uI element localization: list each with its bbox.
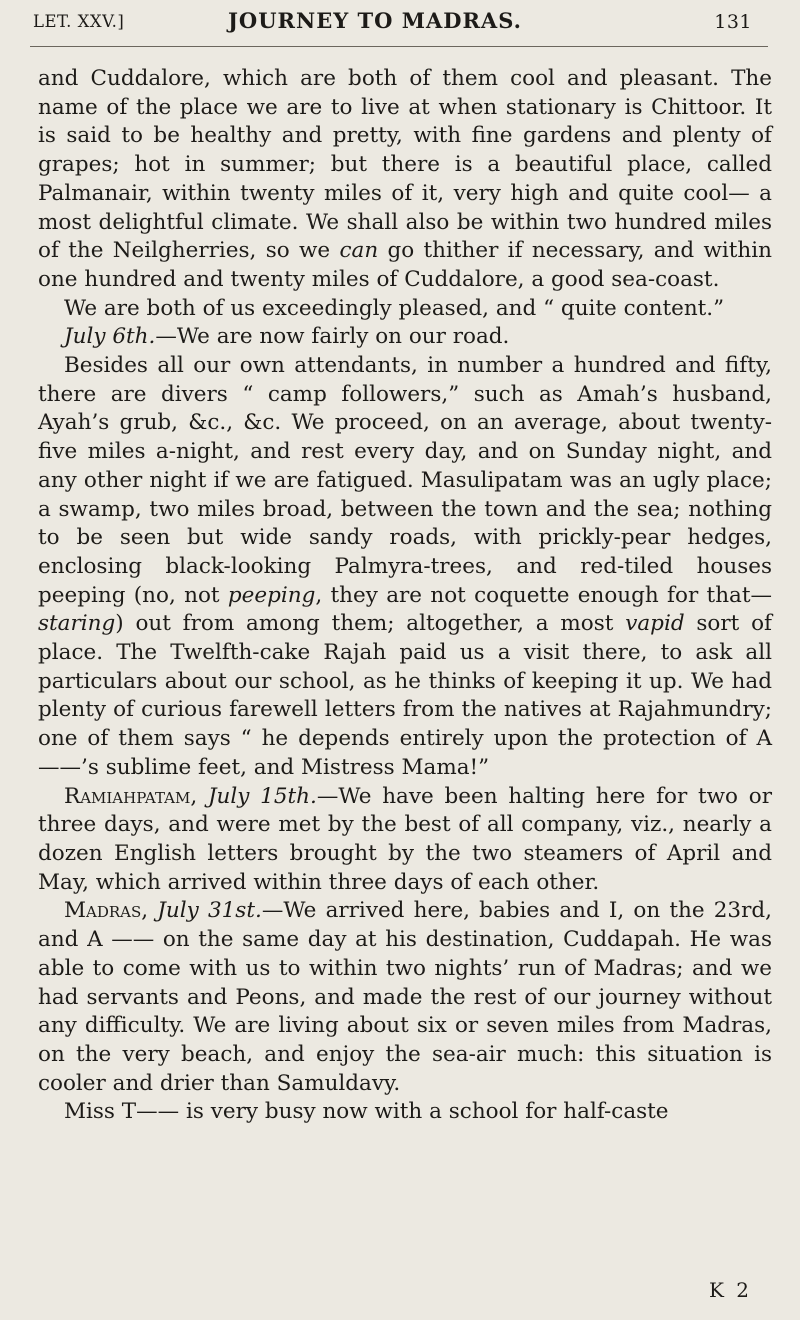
running-title: JOURNEY TO MADRAS. (228, 8, 522, 33)
paragraph-4 (38, 352, 772, 783)
paragraph-4-text-c: ) out from among them; altogether, a most (115, 611, 626, 637)
place-ramiahpatam: Ramiahpatam, (64, 783, 198, 809)
paragraph-2 (38, 295, 772, 324)
paragraph-3 (38, 323, 772, 352)
body-text (38, 65, 772, 1127)
page-number: 131 (714, 11, 752, 33)
paragraph-6 (38, 897, 772, 1098)
place-madras: Madras, (64, 898, 149, 924)
paragraph-5-text: —We have been halting here for two or three days, and were met by the best of all company, viz., nearly a dozen English letters brought by the two steamers of April and May, which arrived within three days of each other. (38, 783, 772, 895)
paragraph-1-text: and Cuddalore, which are both of them cool and pleasant. The name of the place we are to live at when stationary is Chittoor. It is said to be healthy and pretty, with fine gardens and plenty of grapes; hot in summer; but there is a beautiful place, called Palmanair, within twenty miles of it, very high and quite cool— a most delightful climate. We shall also be within two hundred miles of the Neilgherries, so we (38, 66, 772, 264)
paragraph-3-text: —We are now fairly on our road. (155, 324, 510, 350)
paragraph-6-text: —We arrived here, babies and I, on the 23rd, and A —— on the same day at his destination, Cuddapah. He was able to come with us to within two nights’ run of Madras; and we had servants and Peons, and made the rest of our journey without any difficulty. We are living about six or seven miles from Madras, on the very beach, and enjoy the sea-air much: this situation is cooler and drier than Samuldavy. (38, 898, 772, 1096)
paragraph-2-text: We are both of us exceedingly pleased, and “ quite content.” (64, 295, 725, 321)
paragraph-4-emphasis-2: staring (38, 611, 116, 637)
paragraph-1-emphasis: can (339, 238, 379, 264)
paragraph-7 (38, 1098, 772, 1127)
header-rule (30, 46, 768, 47)
running-head (33, 8, 772, 46)
paragraph-5 (38, 783, 772, 898)
paragraph-4-text-b: , they are not coquette enough for that— (315, 582, 773, 608)
paragraph-4-emphasis-3: vapid (625, 611, 685, 637)
paragraph-7-text: Miss T—— is very busy now with a school for half-caste (64, 1099, 669, 1125)
paragraph-1-end: go thither if necessary, and within one hundred and twenty miles of Cuddalore, a good sea-coast. (38, 238, 772, 292)
paragraph-1 (38, 65, 772, 295)
paragraph-4-emphasis-1: peeping (227, 582, 316, 608)
paragraph-4-text-a: Besides all our own attendants, in number a hundred and fifty, there are divers “ camp followers,” such as Amah’s husband, Ayah’s grub, &c., &c. We proceed, on an average, about twenty-five miles a-night, and rest every day, and on Sunday night, and any other night if we are fatigued. Masulipatam was an ugly place; a swamp, two miles broad, between the town and the sea; nothing to be seen but wide sandy roads, with prickly-pear hedges, enclosing black-looking Palmyra-trees, and red-tiled houses peeping (no, not (38, 353, 772, 608)
paragraph-4-text-d: sort of place. The Twelfth-cake Rajah paid us a visit there, to ask all particulars about our school, as he thinks of keeping it up. We had plenty of curious farewell letters from the natives at Rajahmundry; one of them says “ he depends entirely upon the protection of A——’s sublime feet, and Mistress Mama!” (38, 611, 772, 780)
letter-reference: LET. XXV.] (33, 12, 125, 31)
signature-mark: K 2 (708, 1278, 752, 1302)
entry-date-july-31: July 31st. (157, 898, 262, 924)
entry-date-july-15: July 15th. (207, 783, 317, 809)
entry-date-july-6: July 6th. (64, 324, 156, 350)
